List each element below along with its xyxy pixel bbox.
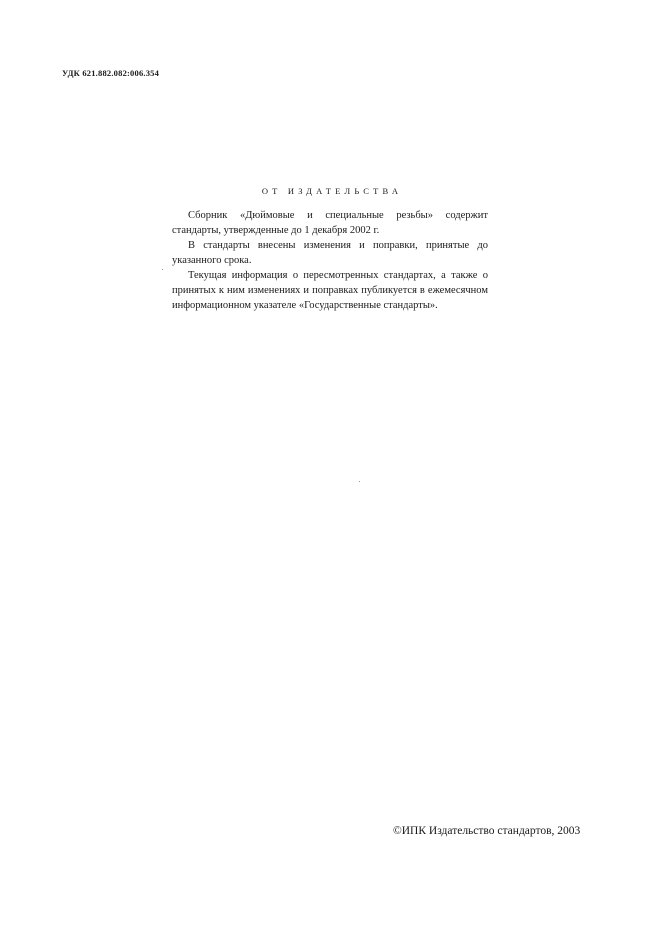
scan-speck (359, 481, 360, 482)
publisher-note (172, 208, 488, 313)
paragraph-current-info: Текущая информация о пересмотренных стандартах, а также о принятых к ним изменениях и поправках публикуется в ежемесячном информационном указателе «Государственные стандарты». (172, 270, 488, 311)
udk-code: УДК 621.882.082:006.354 (62, 68, 160, 78)
paragraph-contents: Сборник «Дюймовые и специальные резьбы» содержит стандарты, утвержденные до 1 декабря 2002 г. (172, 210, 488, 236)
publisher-heading: ОТ ИЗДАТЕЛЬСТВА (261, 186, 403, 196)
copyright-notice: ©ИПК Издательство стандартов, 2003 (393, 825, 581, 837)
paragraph-amendments: В стандарты внесены изменения и поправки, принятые до указанного срока. (172, 240, 488, 266)
scan-speck (162, 269, 163, 270)
